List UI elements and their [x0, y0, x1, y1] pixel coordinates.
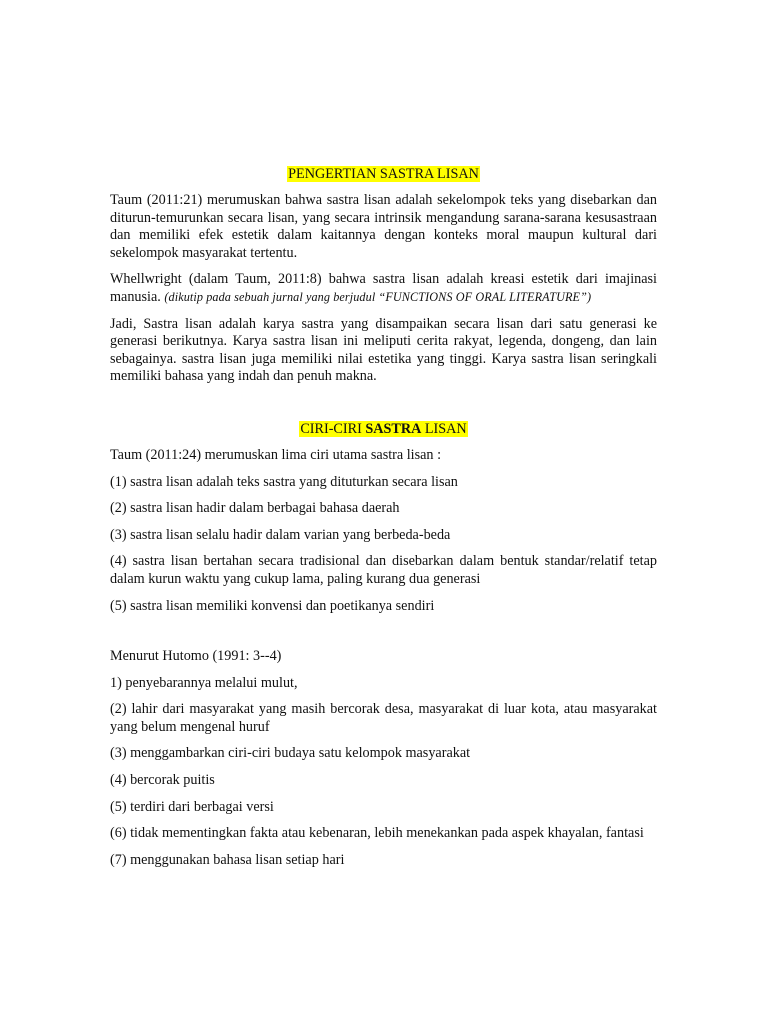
list-intro-taum: Taum (2011:24) merumuskan lima ciri utama sastra lisan : — [110, 446, 442, 463]
highlighted-title: PENGERTIAN SASTRA LISAN — [288, 166, 479, 182]
list-item: (3) menggambarkan ciri-ciri budaya satu kelompok masyarakat — [110, 745, 471, 762]
paragraph-whellwright — [110, 271, 657, 306]
paragraph-conclusion: Jadi, Sastra lisan adalah karya sastra yang disampaikan secara lisan dari satu generasi ke generasi berikutnya. Karya sastra lisan ini meliputi cerita rakyat, legenda, dongeng, dan lain sebagainya. sastra lisan juga memiliki nilai estetika yang tinggi. Karya sastra lisan seringkali memiliki bahasa yang indah dan penuh makna. — [110, 315, 657, 385]
list-item: (4) bercorak puitis — [110, 772, 215, 789]
list-item: (1) sastra lisan adalah teks sastra yang dituturkan secara lisan — [110, 473, 458, 490]
list-item: (3) sastra lisan selalu hadir dalam varian yang berbeda-beda — [110, 526, 451, 543]
list-item: (6) tidak mementingkan fakta atau kebenaran, lebih menekankan pada aspek khayalan, fantasi — [110, 825, 644, 842]
title-part-3: LISAN — [421, 420, 467, 437]
section-title-ciri-ciri — [110, 421, 657, 438]
whellwright-text: Whellwright (dalam Taum, 2011:8) bahwa sastra lisan adalah kreasi estetik dari imajinasi manusia. — [110, 271, 657, 305]
list-item: 1) penyebarannya melalui mulut, — [110, 674, 298, 691]
title-part-bold: SASTRA — [365, 420, 422, 437]
section-title-pengertian — [110, 166, 657, 183]
paragraph-taum-definition: Taum (2011:21) merumuskan bahwa sastra lisan adalah sekelompok teks yang disebarkan dan diturun-temurunkan secara lisan, yang secara intrinsik mengandung sarana-sarana kesusastraan dan memiliki efek estetik dalam kaitannya dengan konteks moral maupun kultural dari sekelompok masyarakat tertentu. — [110, 192, 657, 261]
title-part-1: CIRI-CIRI — [300, 420, 366, 437]
list-item: (2) lahir dari masyarakat yang masih bercorak desa, masyarakat di luar kota, atau masyarakat yang belum mengenal huruf — [110, 701, 657, 735]
list-item: (4) sastra lisan bertahan secara tradisional dan disebarkan dalam bentuk standar/relatif tetap dalam kurun waktu yang cukup lama, paling kurang dua generasi — [110, 553, 657, 587]
list-item: (7) menggunakan bahasa lisan setiap hari — [110, 851, 345, 868]
section-gap — [110, 624, 657, 648]
list-item: (5) sastra lisan memiliki konvensi dan poetikanya sendiri — [110, 597, 435, 614]
list-intro-hutomo: Menurut Hutomo (1991: 3--4) — [110, 648, 282, 665]
document-body — [110, 166, 657, 878]
list-item: (5) terdiri dari berbagai versi — [110, 798, 274, 815]
section-gap — [110, 395, 657, 421]
list-item: (2) sastra lisan hadir dalam berbagai bahasa daerah — [110, 500, 400, 517]
citation-note: (dikutip pada sebuah jurnal yang berjudul “FUNCTIONS OF ORAL LITERATURE”) — [164, 289, 592, 304]
highlighted-title — [299, 421, 467, 437]
